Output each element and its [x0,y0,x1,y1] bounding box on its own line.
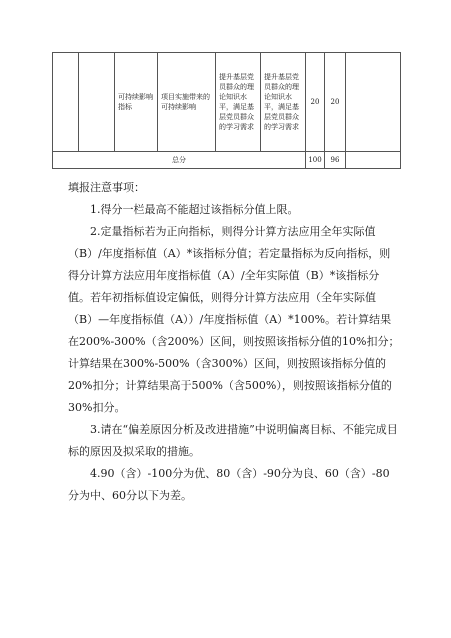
target-cell: 提升基层党员群众的理论知识水平，满足基层党员群众的学习需求 [216,53,261,152]
weight-cell: 20 [306,53,325,152]
table-row [53,53,401,152]
actual-cell: 提升基层党员群众的理论知识水平，满足基层党员群众的学习需求 [261,53,306,152]
table-cell-empty [79,53,115,152]
table-cell-empty [53,53,79,152]
table-cell-empty [346,53,401,152]
table-cell-empty [346,152,401,169]
note-item: 3.请在“偏差原因分析及改进措施”中说明偏离目标、不能完成目标的原因及拟采取的措施。 [68,423,398,458]
note-item: 1.得分一栏最高不能超过该指标分值上限。 [90,203,299,216]
total-label: 总分 [53,152,306,169]
total-score: 96 [325,152,346,169]
note-item: 4.90（含）-100分为优、80（含）-90分为良、60（含）-80分为中、60分以下为差。 [68,467,390,502]
table-row-total [53,152,401,169]
performance-table [52,52,401,169]
notes-heading: 填报注意事项： [68,181,145,194]
note-item: 2.定量指标若为正向指标，则得分计算方法应用全年实际值（B）/年度指标值（A）*该指标分值；若定量指标为反向指标，则得分计算方法应用年度指标值（A）/全年实际值（B）*该指标分值。若年初指标值设定偏低，则得分计算方法应用（全年实际值（B）—年度指标值（A））/年度指标值（A）*100%。若计算结果在200%-300%（含200%）区间，则按照该指标分值的10%扣分；计算结果在300%-500%（含300%）区间，则按照该指标分值的20%扣分；计算结果高于500%（含500%），则按照该指标分值的30%扣分。 [68,225,400,414]
score-cell: 20 [325,53,346,152]
notes-section [68,177,400,507]
indicator-cell: 可持续影响指标 [115,53,158,152]
total-weight: 100 [306,152,325,169]
content-cell: 项目实施带来的可持续影响 [158,53,216,152]
